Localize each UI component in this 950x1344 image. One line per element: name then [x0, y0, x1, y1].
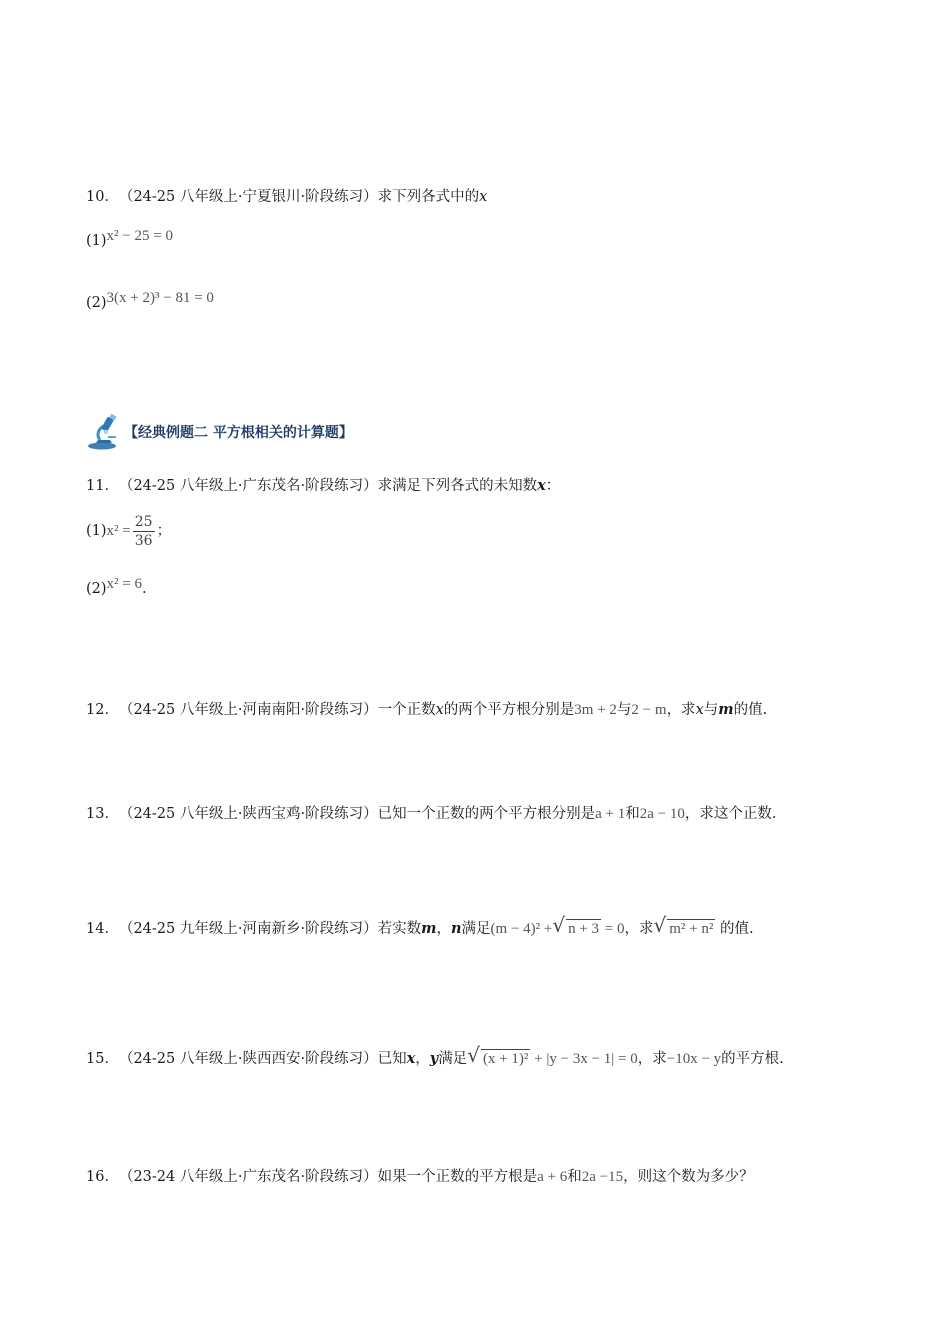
variable: x: [435, 702, 444, 718]
question-text: 和: [625, 806, 640, 822]
question-text: 的两个平方根分别是: [443, 702, 575, 718]
question-text: 与: [616, 702, 632, 718]
punctuation: ：: [545, 478, 561, 494]
punctuation: ，: [415, 1051, 430, 1067]
question-text: 的平方根.: [721, 1051, 784, 1067]
question-text: 的值.: [733, 702, 768, 718]
question-11: [86, 476, 560, 496]
question-number: 14．: [86, 921, 119, 937]
math-expression: a + 6: [537, 1169, 568, 1185]
part-label: (2): [86, 581, 107, 597]
section-heading: [86, 412, 353, 452]
variable: m: [421, 920, 437, 937]
question-text: ，求: [666, 702, 696, 718]
fraction-numerator: 25: [134, 513, 153, 530]
fraction: [133, 513, 155, 550]
math-expression: x² = 6: [106, 576, 143, 592]
radical-sign: √: [653, 913, 667, 937]
variable: x: [695, 702, 704, 718]
question-source: （24-25 八年级上·广东茂名·阶段练习）: [118, 478, 378, 494]
math-expression: 2 − m: [631, 702, 667, 718]
question-text: 求下列各式中的: [377, 189, 480, 205]
question-text: ，求: [624, 921, 654, 937]
question-text: 已知一个正数的两个平方根分别是: [377, 806, 596, 822]
math-expression: = 0: [601, 921, 625, 937]
math-expression: a + 1: [595, 806, 626, 822]
question-text: 求满足下列各式的未知数: [377, 478, 538, 494]
question-text: ，则这个数为多少？: [623, 1169, 754, 1185]
question-number: 10．: [86, 189, 119, 205]
variable: n: [450, 920, 462, 937]
radicand: (x + 1)²: [482, 1051, 529, 1067]
variable: m: [718, 701, 734, 718]
microscope-icon: [86, 413, 122, 451]
radical-sign: √: [552, 913, 566, 937]
variable: y: [429, 1050, 439, 1067]
question-15: [86, 1043, 784, 1072]
fraction-denominator: 36: [134, 532, 153, 549]
question-16: [86, 1167, 754, 1187]
question-text: 已知: [377, 1051, 407, 1067]
question-text: 与: [703, 702, 719, 718]
question-text: 一个正数: [377, 702, 436, 718]
variable: x: [537, 477, 546, 494]
question-number: 11．: [86, 478, 119, 494]
question-text: ，求: [637, 1051, 667, 1067]
question-source: （23-24 八年级上·广东茂名·阶段练习）: [118, 1169, 378, 1185]
question-13: [86, 804, 776, 824]
question-number: 12．: [86, 702, 119, 718]
question-text: 满足: [461, 921, 491, 937]
question-number: 15．: [86, 1051, 119, 1067]
radicand: m² + n²: [669, 921, 714, 937]
question-source: （24-25 八年级上·宁夏银川·阶段练习）: [118, 189, 378, 205]
question-12: [86, 700, 767, 720]
question-source: （24-25 八年级上·陕西西安·阶段练习）: [118, 1051, 378, 1067]
punctuation: ，: [436, 921, 451, 937]
question-text: ，求这个正数.: [684, 806, 777, 822]
math-expression: 3m + 2: [574, 702, 617, 718]
question-11-part-2: [86, 574, 147, 597]
math-expression: −10x − y: [666, 1051, 722, 1067]
section-title: 【经典例题二 平方根相关的计算题】: [124, 425, 353, 441]
math-expression: 2a − 10: [639, 806, 685, 822]
question-10-part-1: [86, 226, 173, 249]
math-expression: + |y − 3x − 1| = 0: [530, 1051, 638, 1067]
question-10: [86, 187, 487, 207]
part-label: (2): [86, 295, 107, 311]
math-expression: 3(x + 2)³ − 81 = 0: [106, 290, 214, 306]
part-label: (1): [86, 233, 107, 249]
variable: x: [406, 1050, 416, 1067]
part-label: (1): [86, 523, 107, 539]
question-10-part-2: [86, 288, 214, 311]
question-number: 13．: [86, 806, 119, 822]
math-expression: x² =: [106, 523, 131, 539]
question-11-part-1: [86, 512, 171, 550]
radical-sign: √: [467, 1043, 480, 1067]
question-text: 若实数: [377, 921, 422, 937]
question-source: （24-25 八年级上·河南南阳·阶段练习）: [118, 702, 378, 718]
question-text: 和: [567, 1169, 582, 1185]
punctuation: .: [142, 581, 147, 597]
math-expression: 2a −15: [581, 1169, 624, 1185]
question-text: 如果一个正数的平方根是: [377, 1169, 538, 1185]
question-14: [86, 913, 754, 942]
question-source: （24-25 九年级上·河南新乡·阶段练习）: [118, 921, 378, 937]
math-expression: (m − 4)² +: [490, 921, 553, 937]
radicand: n + 3: [568, 921, 600, 937]
math-expression: x² − 25 = 0: [106, 228, 173, 244]
question-text: 满足: [438, 1051, 468, 1067]
question-number: 16．: [86, 1169, 119, 1185]
question-text: 的值.: [715, 921, 754, 937]
punctuation: ；: [156, 523, 172, 539]
variable: x: [479, 189, 488, 205]
question-source: （24-25 八年级上·陕西宝鸡·阶段练习）: [118, 806, 378, 822]
